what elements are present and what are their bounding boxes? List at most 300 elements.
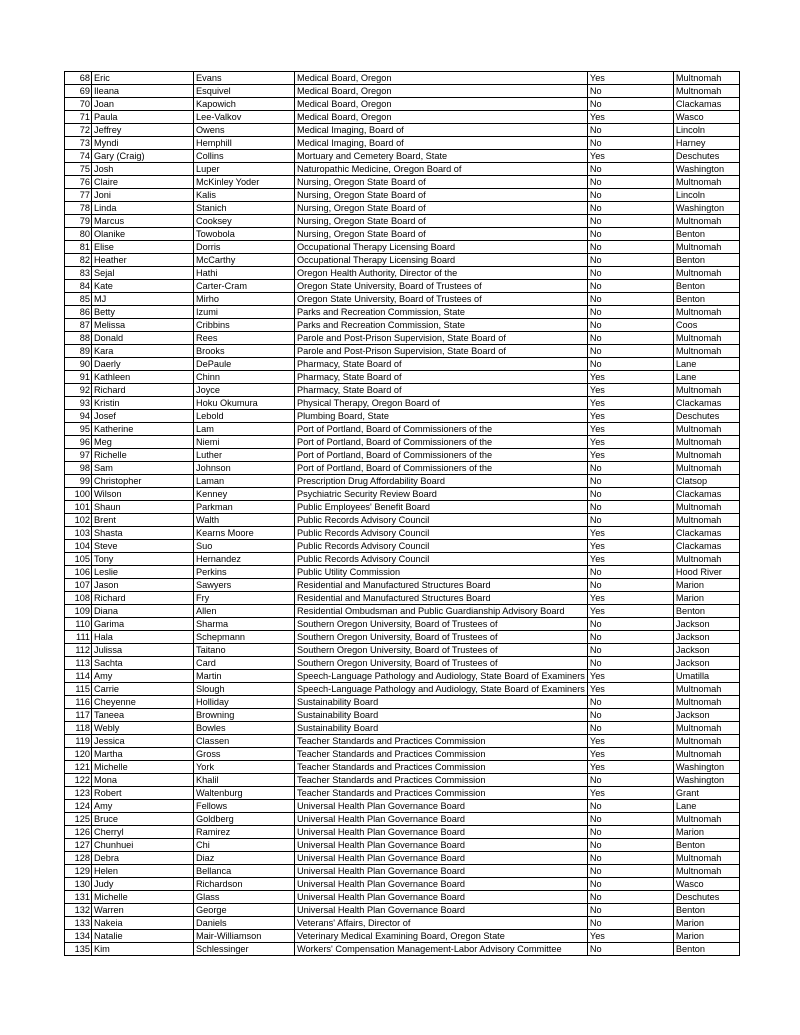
yes-no-cell: Yes bbox=[587, 787, 673, 800]
table-row bbox=[65, 241, 740, 254]
last-name-cell: Joyce bbox=[194, 384, 295, 397]
row-number: 112 bbox=[65, 644, 92, 657]
row-number: 115 bbox=[65, 683, 92, 696]
row-number: 85 bbox=[65, 293, 92, 306]
yes-no-cell: No bbox=[587, 228, 673, 241]
county-cell: Benton bbox=[673, 280, 739, 293]
county-cell: Benton bbox=[673, 943, 739, 956]
row-number: 109 bbox=[65, 605, 92, 618]
first-name-cell: Michelle bbox=[92, 761, 194, 774]
board-cell: Plumbing Board, State bbox=[295, 410, 588, 423]
last-name-cell: Dorris bbox=[194, 241, 295, 254]
last-name-cell: Mair-Williamson bbox=[194, 930, 295, 943]
last-name-cell: McCarthy bbox=[194, 254, 295, 267]
board-cell: Workers' Compensation Management-Labor Advisory Committee bbox=[295, 943, 588, 956]
table-row bbox=[65, 787, 740, 800]
first-name-cell: Leslie bbox=[92, 566, 194, 579]
board-cell: Physical Therapy, Oregon Board of bbox=[295, 397, 588, 410]
county-cell: Washington bbox=[673, 774, 739, 787]
row-number: 127 bbox=[65, 839, 92, 852]
yes-no-cell: No bbox=[587, 319, 673, 332]
yes-no-cell: No bbox=[587, 189, 673, 202]
first-name-cell: Gary (Craig) bbox=[92, 150, 194, 163]
table-row bbox=[65, 462, 740, 475]
first-name-cell: Betty bbox=[92, 306, 194, 319]
board-cell: Nursing, Oregon State Board of bbox=[295, 189, 588, 202]
county-cell: Wasco bbox=[673, 878, 739, 891]
county-cell: Multnomah bbox=[673, 176, 739, 189]
first-name-cell: Eric bbox=[92, 72, 194, 85]
board-cell: Universal Health Plan Governance Board bbox=[295, 891, 588, 904]
row-number: 94 bbox=[65, 410, 92, 423]
row-number: 70 bbox=[65, 98, 92, 111]
yes-no-cell: Yes bbox=[587, 735, 673, 748]
yes-no-cell: No bbox=[587, 475, 673, 488]
first-name-cell: Ileana bbox=[92, 85, 194, 98]
board-cell: Mortuary and Cemetery Board, State bbox=[295, 150, 588, 163]
table-row bbox=[65, 852, 740, 865]
last-name-cell: York bbox=[194, 761, 295, 774]
last-name-cell: Stanich bbox=[194, 202, 295, 215]
last-name-cell: Schepmann bbox=[194, 631, 295, 644]
table-row bbox=[65, 85, 740, 98]
row-number: 130 bbox=[65, 878, 92, 891]
yes-no-cell: No bbox=[587, 618, 673, 631]
first-name-cell: Sejal bbox=[92, 267, 194, 280]
county-cell: Clackamas bbox=[673, 527, 739, 540]
first-name-cell: Heather bbox=[92, 254, 194, 267]
table-row bbox=[65, 631, 740, 644]
board-cell: Public Utility Commission bbox=[295, 566, 588, 579]
county-cell: Multnomah bbox=[673, 436, 739, 449]
row-number: 101 bbox=[65, 501, 92, 514]
county-cell: Marion bbox=[673, 930, 739, 943]
last-name-cell: Johnson bbox=[194, 462, 295, 475]
board-cell: Speech-Language Pathology and Audiology, State Board of Examiners bbox=[295, 683, 588, 696]
county-cell: Clackamas bbox=[673, 98, 739, 111]
first-name-cell: Helen bbox=[92, 865, 194, 878]
table-row bbox=[65, 436, 740, 449]
last-name-cell: Fry bbox=[194, 592, 295, 605]
board-cell: Port of Portland, Board of Commissioners of the bbox=[295, 436, 588, 449]
first-name-cell: Nakeia bbox=[92, 917, 194, 930]
yes-no-cell: No bbox=[587, 85, 673, 98]
board-cell: Universal Health Plan Governance Board bbox=[295, 865, 588, 878]
first-name-cell: Kate bbox=[92, 280, 194, 293]
table-row bbox=[65, 202, 740, 215]
row-number: 86 bbox=[65, 306, 92, 319]
last-name-cell: Izumi bbox=[194, 306, 295, 319]
first-name-cell: Martha bbox=[92, 748, 194, 761]
table-row bbox=[65, 579, 740, 592]
table-row bbox=[65, 501, 740, 514]
table-row bbox=[65, 618, 740, 631]
table-body bbox=[65, 72, 740, 956]
table-row bbox=[65, 696, 740, 709]
board-cell: Pharmacy, State Board of bbox=[295, 358, 588, 371]
yes-no-cell: No bbox=[587, 488, 673, 501]
last-name-cell: Richardson bbox=[194, 878, 295, 891]
yes-no-cell: No bbox=[587, 800, 673, 813]
row-number: 108 bbox=[65, 592, 92, 605]
last-name-cell: Collins bbox=[194, 150, 295, 163]
county-cell: Benton bbox=[673, 904, 739, 917]
table-row bbox=[65, 371, 740, 384]
county-cell: Umatilla bbox=[673, 670, 739, 683]
first-name-cell: Marcus bbox=[92, 215, 194, 228]
county-cell: Multnomah bbox=[673, 85, 739, 98]
yes-no-cell: No bbox=[587, 501, 673, 514]
row-number: 84 bbox=[65, 280, 92, 293]
first-name-cell: Josh bbox=[92, 163, 194, 176]
table-row bbox=[65, 800, 740, 813]
yes-no-cell: Yes bbox=[587, 449, 673, 462]
yes-no-cell: No bbox=[587, 813, 673, 826]
last-name-cell: Gross bbox=[194, 748, 295, 761]
table-row bbox=[65, 891, 740, 904]
yes-no-cell: No bbox=[587, 462, 673, 475]
yes-no-cell: No bbox=[587, 722, 673, 735]
last-name-cell: Brooks bbox=[194, 345, 295, 358]
table-row bbox=[65, 319, 740, 332]
table-row bbox=[65, 865, 740, 878]
row-number: 102 bbox=[65, 514, 92, 527]
last-name-cell: Evans bbox=[194, 72, 295, 85]
first-name-cell: Jason bbox=[92, 579, 194, 592]
row-number: 103 bbox=[65, 527, 92, 540]
county-cell: Multnomah bbox=[673, 72, 739, 85]
first-name-cell: Wilson bbox=[92, 488, 194, 501]
last-name-cell: Perkins bbox=[194, 566, 295, 579]
board-cell: Universal Health Plan Governance Board bbox=[295, 826, 588, 839]
table-row bbox=[65, 943, 740, 956]
yes-no-cell: No bbox=[587, 891, 673, 904]
table-row bbox=[65, 709, 740, 722]
table-row bbox=[65, 215, 740, 228]
board-cell: Medical Board, Oregon bbox=[295, 72, 588, 85]
county-cell: Multnomah bbox=[673, 384, 739, 397]
row-number: 100 bbox=[65, 488, 92, 501]
yes-no-cell: Yes bbox=[587, 111, 673, 124]
table-row bbox=[65, 878, 740, 891]
board-cell: Medical Imaging, Board of bbox=[295, 124, 588, 137]
table-row bbox=[65, 306, 740, 319]
county-cell: Lincoln bbox=[673, 189, 739, 202]
yes-no-cell: No bbox=[587, 709, 673, 722]
yes-no-cell: No bbox=[587, 267, 673, 280]
yes-no-cell: No bbox=[587, 943, 673, 956]
county-cell: Multnomah bbox=[673, 267, 739, 280]
table-row bbox=[65, 189, 740, 202]
board-cell: Teacher Standards and Practices Commission bbox=[295, 735, 588, 748]
first-name-cell: Shaun bbox=[92, 501, 194, 514]
yes-no-cell: No bbox=[587, 293, 673, 306]
board-cell: Nursing, Oregon State Board of bbox=[295, 202, 588, 215]
yes-no-cell: No bbox=[587, 826, 673, 839]
first-name-cell: Joni bbox=[92, 189, 194, 202]
county-cell: Clackamas bbox=[673, 397, 739, 410]
table-row bbox=[65, 176, 740, 189]
row-number: 89 bbox=[65, 345, 92, 358]
first-name-cell: Paula bbox=[92, 111, 194, 124]
board-cell: Sustainability Board bbox=[295, 709, 588, 722]
county-cell: Jackson bbox=[673, 631, 739, 644]
yes-no-cell: Yes bbox=[587, 384, 673, 397]
row-number: 113 bbox=[65, 657, 92, 670]
board-cell: Nursing, Oregon State Board of bbox=[295, 176, 588, 189]
last-name-cell: Niemi bbox=[194, 436, 295, 449]
board-cell: Veterinary Medical Examining Board, Oregon State bbox=[295, 930, 588, 943]
yes-no-cell: Yes bbox=[587, 930, 673, 943]
yes-no-cell: Yes bbox=[587, 150, 673, 163]
row-number: 107 bbox=[65, 579, 92, 592]
yes-no-cell: No bbox=[587, 163, 673, 176]
last-name-cell: Hoku Okumura bbox=[194, 397, 295, 410]
last-name-cell: Kearns Moore bbox=[194, 527, 295, 540]
first-name-cell: Webly bbox=[92, 722, 194, 735]
first-name-cell: Amy bbox=[92, 800, 194, 813]
county-cell: Benton bbox=[673, 839, 739, 852]
table-row bbox=[65, 397, 740, 410]
first-name-cell: Linda bbox=[92, 202, 194, 215]
board-cell: Southern Oregon University, Board of Trustees of bbox=[295, 618, 588, 631]
last-name-cell: Sharma bbox=[194, 618, 295, 631]
yes-no-cell: No bbox=[587, 345, 673, 358]
row-number: 111 bbox=[65, 631, 92, 644]
board-cell: Teacher Standards and Practices Commission bbox=[295, 774, 588, 787]
county-cell: Multnomah bbox=[673, 332, 739, 345]
county-cell: Benton bbox=[673, 605, 739, 618]
last-name-cell: Carter-Cram bbox=[194, 280, 295, 293]
county-cell: Benton bbox=[673, 293, 739, 306]
yes-no-cell: No bbox=[587, 98, 673, 111]
yes-no-cell: Yes bbox=[587, 410, 673, 423]
yes-no-cell: No bbox=[587, 774, 673, 787]
board-cell: Residential and Manufactured Structures Board bbox=[295, 592, 588, 605]
table-row bbox=[65, 150, 740, 163]
last-name-cell: Towobola bbox=[194, 228, 295, 241]
first-name-cell: Bruce bbox=[92, 813, 194, 826]
last-name-cell: Browning bbox=[194, 709, 295, 722]
table-row bbox=[65, 917, 740, 930]
table-row bbox=[65, 384, 740, 397]
yes-no-cell: No bbox=[587, 657, 673, 670]
yes-no-cell: Yes bbox=[587, 592, 673, 605]
county-cell: Multnomah bbox=[673, 215, 739, 228]
county-cell: Multnomah bbox=[673, 501, 739, 514]
table-row bbox=[65, 332, 740, 345]
row-number: 129 bbox=[65, 865, 92, 878]
table-row bbox=[65, 280, 740, 293]
row-number: 110 bbox=[65, 618, 92, 631]
first-name-cell: Kara bbox=[92, 345, 194, 358]
last-name-cell: Chi bbox=[194, 839, 295, 852]
county-cell: Harney bbox=[673, 137, 739, 150]
yes-no-cell: No bbox=[587, 839, 673, 852]
board-cell: Sustainability Board bbox=[295, 722, 588, 735]
board-cell: Universal Health Plan Governance Board bbox=[295, 813, 588, 826]
board-cell: Nursing, Oregon State Board of bbox=[295, 228, 588, 241]
county-cell: Benton bbox=[673, 254, 739, 267]
yes-no-cell: No bbox=[587, 852, 673, 865]
yes-no-cell: Yes bbox=[587, 605, 673, 618]
row-number: 81 bbox=[65, 241, 92, 254]
row-number: 71 bbox=[65, 111, 92, 124]
first-name-cell: Taneea bbox=[92, 709, 194, 722]
last-name-cell: Waltenburg bbox=[194, 787, 295, 800]
last-name-cell: Cooksey bbox=[194, 215, 295, 228]
yes-no-cell: No bbox=[587, 878, 673, 891]
row-number: 117 bbox=[65, 709, 92, 722]
board-cell: Veterans' Affairs, Director of bbox=[295, 917, 588, 930]
county-cell: Jackson bbox=[673, 709, 739, 722]
last-name-cell: DePaule bbox=[194, 358, 295, 371]
row-number: 76 bbox=[65, 176, 92, 189]
yes-no-cell: No bbox=[587, 332, 673, 345]
yes-no-cell: Yes bbox=[587, 670, 673, 683]
first-name-cell: Debra bbox=[92, 852, 194, 865]
board-cell: Parole and Post-Prison Supervision, State Board of bbox=[295, 345, 588, 358]
board-cell: Southern Oregon University, Board of Trustees of bbox=[295, 631, 588, 644]
last-name-cell: Esquivel bbox=[194, 85, 295, 98]
row-number: 124 bbox=[65, 800, 92, 813]
board-cell: Medical Imaging, Board of bbox=[295, 137, 588, 150]
table-row bbox=[65, 657, 740, 670]
row-number: 135 bbox=[65, 943, 92, 956]
last-name-cell: Luther bbox=[194, 449, 295, 462]
first-name-cell: Claire bbox=[92, 176, 194, 189]
county-cell: Lane bbox=[673, 800, 739, 813]
board-cell: Residential Ombudsman and Public Guardianship Advisory Board bbox=[295, 605, 588, 618]
last-name-cell: Slough bbox=[194, 683, 295, 696]
table-row bbox=[65, 826, 740, 839]
row-number: 116 bbox=[65, 696, 92, 709]
row-number: 126 bbox=[65, 826, 92, 839]
yes-no-cell: Yes bbox=[587, 436, 673, 449]
row-number: 104 bbox=[65, 540, 92, 553]
county-cell: Multnomah bbox=[673, 462, 739, 475]
county-cell: Multnomah bbox=[673, 423, 739, 436]
board-cell: Universal Health Plan Governance Board bbox=[295, 839, 588, 852]
first-name-cell: Kim bbox=[92, 943, 194, 956]
row-number: 96 bbox=[65, 436, 92, 449]
row-number: 133 bbox=[65, 917, 92, 930]
table-row bbox=[65, 345, 740, 358]
board-cell: Medical Board, Oregon bbox=[295, 85, 588, 98]
board-cell: Port of Portland, Board of Commissioners of the bbox=[295, 449, 588, 462]
county-cell: Multnomah bbox=[673, 735, 739, 748]
last-name-cell: Goldberg bbox=[194, 813, 295, 826]
row-number: 123 bbox=[65, 787, 92, 800]
first-name-cell: MJ bbox=[92, 293, 194, 306]
first-name-cell: Olanike bbox=[92, 228, 194, 241]
county-cell: Grant bbox=[673, 787, 739, 800]
last-name-cell: Khalil bbox=[194, 774, 295, 787]
board-cell: Speech-Language Pathology and Audiology, State Board of Examiners bbox=[295, 670, 588, 683]
row-number: 134 bbox=[65, 930, 92, 943]
last-name-cell: Ramirez bbox=[194, 826, 295, 839]
table-row bbox=[65, 761, 740, 774]
yes-no-cell: Yes bbox=[587, 72, 673, 85]
first-name-cell: Richard bbox=[92, 384, 194, 397]
county-cell: Marion bbox=[673, 917, 739, 930]
last-name-cell: Fellows bbox=[194, 800, 295, 813]
board-cell: Parole and Post-Prison Supervision, State Board of bbox=[295, 332, 588, 345]
yes-no-cell: No bbox=[587, 306, 673, 319]
first-name-cell: Shasta bbox=[92, 527, 194, 540]
board-cell: Occupational Therapy Licensing Board bbox=[295, 254, 588, 267]
row-number: 95 bbox=[65, 423, 92, 436]
county-cell: Multnomah bbox=[673, 852, 739, 865]
board-cell: Universal Health Plan Governance Board bbox=[295, 878, 588, 891]
table-row bbox=[65, 930, 740, 943]
first-name-cell: Warren bbox=[92, 904, 194, 917]
first-name-cell: Kristin bbox=[92, 397, 194, 410]
row-number: 74 bbox=[65, 150, 92, 163]
county-cell: Deschutes bbox=[673, 891, 739, 904]
table-row bbox=[65, 72, 740, 85]
yes-no-cell: No bbox=[587, 631, 673, 644]
yes-no-cell: No bbox=[587, 241, 673, 254]
row-number: 79 bbox=[65, 215, 92, 228]
row-number: 98 bbox=[65, 462, 92, 475]
first-name-cell: Kathleen bbox=[92, 371, 194, 384]
county-cell: Coos bbox=[673, 319, 739, 332]
first-name-cell: Myndi bbox=[92, 137, 194, 150]
board-cell: Port of Portland, Board of Commissioners of the bbox=[295, 423, 588, 436]
county-cell: Clackamas bbox=[673, 488, 739, 501]
table-row bbox=[65, 254, 740, 267]
yes-no-cell: Yes bbox=[587, 761, 673, 774]
last-name-cell: Bellanca bbox=[194, 865, 295, 878]
last-name-cell: Schlessinger bbox=[194, 943, 295, 956]
county-cell: Clackamas bbox=[673, 540, 739, 553]
row-number: 75 bbox=[65, 163, 92, 176]
last-name-cell: Owens bbox=[194, 124, 295, 137]
table-row bbox=[65, 566, 740, 579]
board-cell: Medical Board, Oregon bbox=[295, 111, 588, 124]
table-row bbox=[65, 98, 740, 111]
row-number: 131 bbox=[65, 891, 92, 904]
first-name-cell: Daerly bbox=[92, 358, 194, 371]
board-cell: Nursing, Oregon State Board of bbox=[295, 215, 588, 228]
first-name-cell: Natalie bbox=[92, 930, 194, 943]
yes-no-cell: No bbox=[587, 696, 673, 709]
first-name-cell: Carrie bbox=[92, 683, 194, 696]
county-cell: Jackson bbox=[673, 618, 739, 631]
last-name-cell: Glass bbox=[194, 891, 295, 904]
county-cell: Multnomah bbox=[673, 514, 739, 527]
last-name-cell: Mirho bbox=[194, 293, 295, 306]
county-cell: Washington bbox=[673, 202, 739, 215]
first-name-cell: Brent bbox=[92, 514, 194, 527]
table-row bbox=[65, 293, 740, 306]
last-name-cell: Bowles bbox=[194, 722, 295, 735]
county-cell: Deschutes bbox=[673, 150, 739, 163]
board-cell: Residential and Manufactured Structures Board bbox=[295, 579, 588, 592]
county-cell: Lane bbox=[673, 371, 739, 384]
table-row bbox=[65, 488, 740, 501]
first-name-cell: Judy bbox=[92, 878, 194, 891]
first-name-cell: Donald bbox=[92, 332, 194, 345]
first-name-cell: Jeffrey bbox=[92, 124, 194, 137]
county-cell: Marion bbox=[673, 579, 739, 592]
board-cell: Public Records Advisory Council bbox=[295, 527, 588, 540]
table-row bbox=[65, 592, 740, 605]
table-row bbox=[65, 163, 740, 176]
county-cell: Multnomah bbox=[673, 449, 739, 462]
county-cell: Multnomah bbox=[673, 722, 739, 735]
